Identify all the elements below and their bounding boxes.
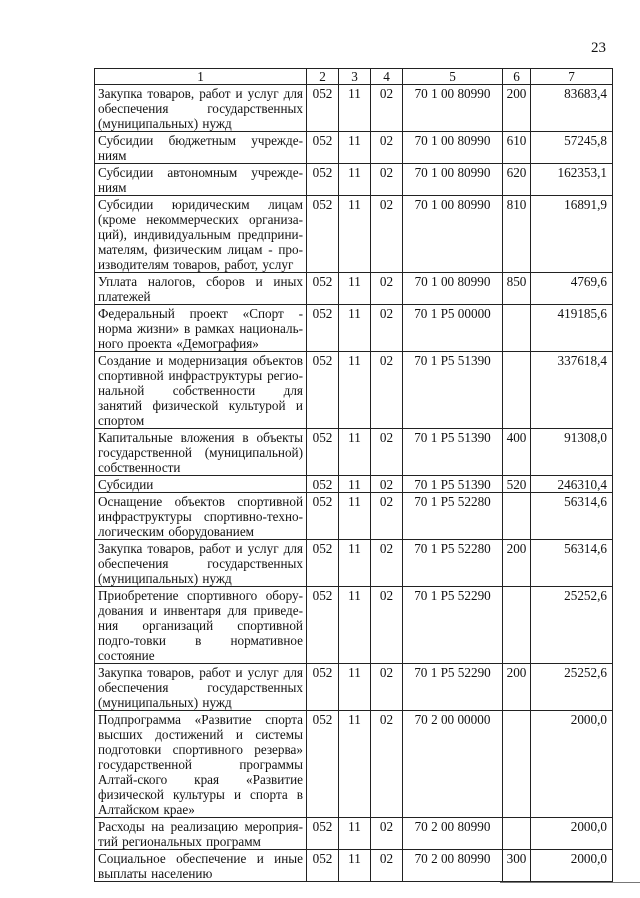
budget-table xyxy=(94,68,613,882)
cell-item-name: Субсидии бюджетным учрежде-ниям xyxy=(95,132,307,164)
cell-expense-type: 200 xyxy=(503,540,531,587)
cell-section-code: 11 xyxy=(339,132,371,164)
cell-expense-type xyxy=(503,352,531,429)
cell-item-name: Федеральный проект «Спорт - норма жизни» в рамках националь-ного проекта «Демография» xyxy=(95,305,307,352)
cell-item-name: Закупка товаров, работ и услуг для обеспечения государственных (муниципальных) нужд xyxy=(95,664,307,711)
cell-ministry-code: 052 xyxy=(307,711,339,818)
cell-section-code: 11 xyxy=(339,305,371,352)
cell-ministry-code: 052 xyxy=(307,132,339,164)
col-header-2: 2 xyxy=(307,69,339,85)
cell-subsection-code: 02 xyxy=(371,273,403,305)
cell-section-code: 11 xyxy=(339,711,371,818)
cell-section-code: 11 xyxy=(339,273,371,305)
table-row xyxy=(95,664,613,711)
cell-amount: 56314,6 xyxy=(531,540,613,587)
cell-target-article: 70 1 P5 51390 xyxy=(403,476,503,493)
cell-item-name: Создание и модернизация объектов спортивной инфраструктуры регио-нальной собственности для занятий физической культурой и спортом xyxy=(95,352,307,429)
cell-subsection-code: 02 xyxy=(371,352,403,429)
col-header-5: 5 xyxy=(403,69,503,85)
cell-amount: 162353,1 xyxy=(531,164,613,196)
cell-ministry-code: 052 xyxy=(307,196,339,273)
cell-item-name: Закупка товаров, работ и услуг для обеспечения государственных (муниципальных) нужд xyxy=(95,85,307,132)
cell-ministry-code: 052 xyxy=(307,850,339,882)
cell-item-name: Субсидии юридическим лицам (кроме некоммерческих организа-ций), индивидуальным предприни-мателям, физическим лицам - про-изводителям товаров, работ, услуг xyxy=(95,196,307,273)
cell-subsection-code: 02 xyxy=(371,850,403,882)
table-row xyxy=(95,273,613,305)
table-row xyxy=(95,352,613,429)
cell-section-code: 11 xyxy=(339,818,371,850)
table-row xyxy=(95,540,613,587)
cell-amount: 25252,6 xyxy=(531,587,613,664)
cell-section-code: 11 xyxy=(339,476,371,493)
cell-target-article: 70 1 P5 52280 xyxy=(403,493,503,540)
cell-item-name: Субсидии автономным учрежде-ниям xyxy=(95,164,307,196)
cell-item-name: Расходы на реализацию мероприя-тий региональных программ xyxy=(95,818,307,850)
cell-expense-type: 200 xyxy=(503,664,531,711)
cell-section-code: 11 xyxy=(339,196,371,273)
cell-expense-type xyxy=(503,711,531,818)
cell-amount: 2000,0 xyxy=(531,850,613,882)
cell-amount: 419185,6 xyxy=(531,305,613,352)
table-row xyxy=(95,132,613,164)
cell-amount: 4769,6 xyxy=(531,273,613,305)
cell-item-name: Закупка товаров, работ и услуг для обеспечения государственных (муниципальных) нужд xyxy=(95,540,307,587)
cell-target-article: 70 1 00 80990 xyxy=(403,164,503,196)
cell-section-code: 11 xyxy=(339,85,371,132)
bottom-divider xyxy=(500,882,640,883)
cell-section-code: 11 xyxy=(339,587,371,664)
cell-target-article: 70 1 00 80990 xyxy=(403,85,503,132)
table-row xyxy=(95,429,613,476)
cell-amount: 16891,9 xyxy=(531,196,613,273)
cell-item-name: Социальное обеспечение и иные выплаты населению xyxy=(95,850,307,882)
cell-subsection-code: 02 xyxy=(371,476,403,493)
cell-item-name: Уплата налогов, сборов и иных платежей xyxy=(95,273,307,305)
cell-ministry-code: 052 xyxy=(307,476,339,493)
cell-ministry-code: 052 xyxy=(307,493,339,540)
cell-section-code: 11 xyxy=(339,850,371,882)
cell-target-article: 70 1 P5 52280 xyxy=(403,540,503,587)
table-row xyxy=(95,196,613,273)
cell-section-code: 11 xyxy=(339,429,371,476)
cell-subsection-code: 02 xyxy=(371,429,403,476)
cell-section-code: 11 xyxy=(339,664,371,711)
cell-amount: 25252,6 xyxy=(531,664,613,711)
table-row xyxy=(95,711,613,818)
cell-section-code: 11 xyxy=(339,493,371,540)
table-row xyxy=(95,493,613,540)
cell-subsection-code: 02 xyxy=(371,305,403,352)
cell-ministry-code: 052 xyxy=(307,273,339,305)
page-number: 23 xyxy=(591,40,606,56)
cell-ministry-code: 052 xyxy=(307,664,339,711)
table-header-row xyxy=(95,69,613,85)
cell-expense-type: 850 xyxy=(503,273,531,305)
cell-section-code: 11 xyxy=(339,540,371,587)
cell-target-article: 70 1 P5 52290 xyxy=(403,664,503,711)
cell-target-article: 70 1 P5 00000 xyxy=(403,305,503,352)
cell-amount: 83683,4 xyxy=(531,85,613,132)
cell-subsection-code: 02 xyxy=(371,711,403,818)
cell-section-code: 11 xyxy=(339,352,371,429)
cell-target-article: 70 1 P5 51390 xyxy=(403,429,503,476)
cell-amount: 57245,8 xyxy=(531,132,613,164)
cell-section-code: 11 xyxy=(339,164,371,196)
cell-item-name: Подпрограмма «Развитие спорта высших достижений и системы подготовки спортивного резерва» государственной программы Алтай-ского края «Развитие физической культуры и спорта в Алтайском крае» xyxy=(95,711,307,818)
cell-target-article: 70 2 00 80990 xyxy=(403,818,503,850)
cell-item-name: Приобретение спортивного обору-дования и инвентаря для приведе-ния организаций спортивной подго-товки в нормативное состояние xyxy=(95,587,307,664)
cell-amount: 2000,0 xyxy=(531,711,613,818)
cell-target-article: 70 1 00 80990 xyxy=(403,132,503,164)
cell-expense-type: 810 xyxy=(503,196,531,273)
cell-ministry-code: 052 xyxy=(307,587,339,664)
cell-subsection-code: 02 xyxy=(371,664,403,711)
col-header-3: 3 xyxy=(339,69,371,85)
cell-target-article: 70 2 00 80990 xyxy=(403,850,503,882)
cell-ministry-code: 052 xyxy=(307,429,339,476)
cell-subsection-code: 02 xyxy=(371,85,403,132)
cell-ministry-code: 052 xyxy=(307,352,339,429)
cell-expense-type: 400 xyxy=(503,429,531,476)
table-row xyxy=(95,587,613,664)
table-row xyxy=(95,476,613,493)
cell-amount: 56314,6 xyxy=(531,493,613,540)
cell-item-name: Оснащение объектов спортивной инфраструктуры спортивно-техно-логическим оборудованием xyxy=(95,493,307,540)
col-header-1: 1 xyxy=(95,69,307,85)
cell-item-name: Субсидии xyxy=(95,476,307,493)
cell-ministry-code: 052 xyxy=(307,540,339,587)
cell-expense-type: 610 xyxy=(503,132,531,164)
cell-expense-type xyxy=(503,587,531,664)
cell-amount: 2000,0 xyxy=(531,818,613,850)
cell-ministry-code: 052 xyxy=(307,305,339,352)
cell-expense-type: 200 xyxy=(503,85,531,132)
cell-amount: 337618,4 xyxy=(531,352,613,429)
table-row xyxy=(95,850,613,882)
cell-target-article: 70 1 P5 52290 xyxy=(403,587,503,664)
cell-item-name: Капитальные вложения в объекты государственной (муниципальной) собственности xyxy=(95,429,307,476)
col-header-6: 6 xyxy=(503,69,531,85)
table-body xyxy=(95,85,613,882)
cell-target-article: 70 1 00 80990 xyxy=(403,196,503,273)
cell-amount: 246310,4 xyxy=(531,476,613,493)
cell-subsection-code: 02 xyxy=(371,493,403,540)
cell-expense-type: 620 xyxy=(503,164,531,196)
cell-ministry-code: 052 xyxy=(307,818,339,850)
table-row xyxy=(95,305,613,352)
table-row xyxy=(95,85,613,132)
cell-expense-type xyxy=(503,493,531,540)
cell-subsection-code: 02 xyxy=(371,818,403,850)
cell-expense-type xyxy=(503,818,531,850)
cell-amount: 91308,0 xyxy=(531,429,613,476)
cell-target-article: 70 1 P5 51390 xyxy=(403,352,503,429)
cell-subsection-code: 02 xyxy=(371,132,403,164)
col-header-4: 4 xyxy=(371,69,403,85)
cell-expense-type: 520 xyxy=(503,476,531,493)
table-row xyxy=(95,818,613,850)
col-header-7: 7 xyxy=(531,69,613,85)
cell-ministry-code: 052 xyxy=(307,164,339,196)
cell-subsection-code: 02 xyxy=(371,540,403,587)
cell-ministry-code: 052 xyxy=(307,85,339,132)
cell-subsection-code: 02 xyxy=(371,587,403,664)
cell-subsection-code: 02 xyxy=(371,164,403,196)
cell-expense-type xyxy=(503,305,531,352)
table-row xyxy=(95,164,613,196)
cell-target-article: 70 2 00 00000 xyxy=(403,711,503,818)
cell-target-article: 70 1 00 80990 xyxy=(403,273,503,305)
cell-subsection-code: 02 xyxy=(371,196,403,273)
cell-expense-type: 300 xyxy=(503,850,531,882)
